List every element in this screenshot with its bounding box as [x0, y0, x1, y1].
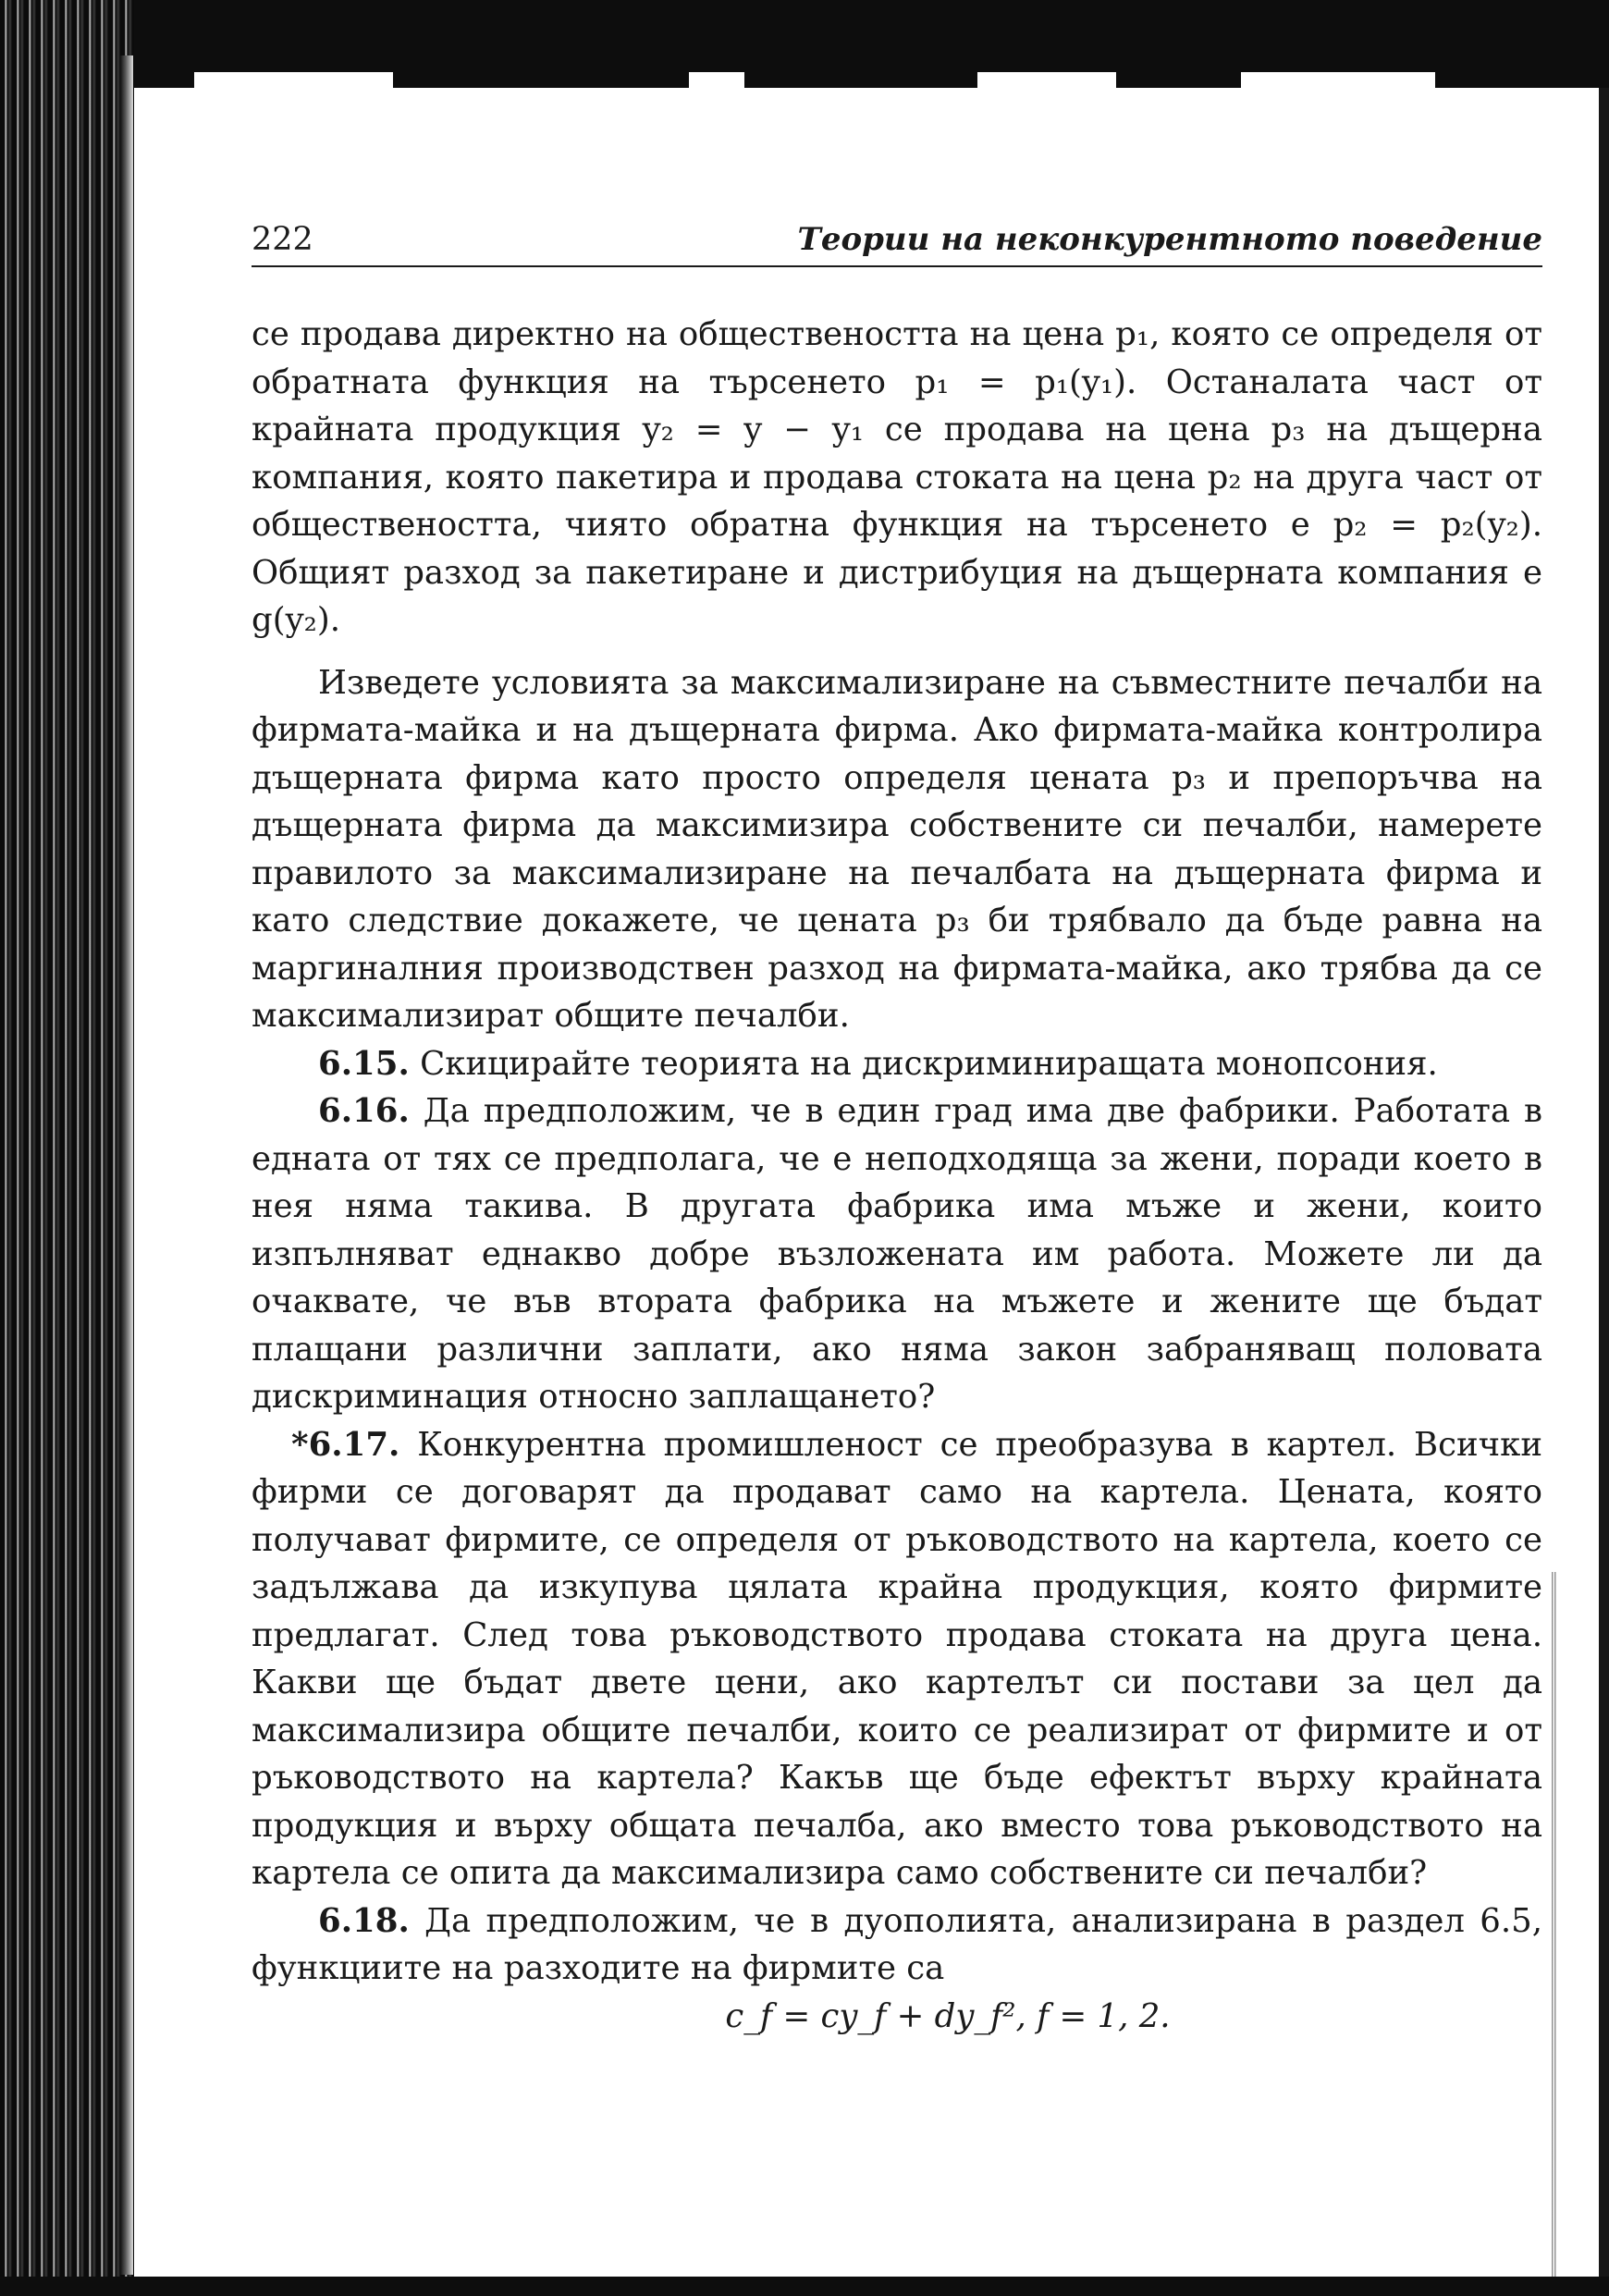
paragraph: се продава директно на обществеността на цена p₁, която се определя от обратната функция на търсенето p₁ = p₁(y₁). Останалата част от крайната продукция y₂ = y − y₁ се продава на цена p₃ на дъщерна компания, която пакетира и продава стоката на цена p₂ на друга част от обществеността, чиято обратна функция на търсенето е p₂ = p₂(y₂). Общият разход за пакетиране и дистрибуция на дъщерната компания е g(y₂). — [252, 315, 1542, 639]
exercise-number: 6.16. — [318, 1092, 410, 1130]
scan-border-top — [0, 0, 1609, 88]
exercise-6-15 — [252, 1040, 1542, 1088]
scan-page-edge — [120, 55, 133, 2275]
exercise-6-16 — [252, 1087, 1542, 1421]
scan-edge-lines — [1552, 1572, 1557, 2277]
page-number: 222 — [252, 221, 313, 258]
exercise-number: 6.15. — [318, 1044, 410, 1083]
exercise-text: Да предположим, че в един град има две фабрики. Работата в едната от тях се предполага, че е неподходяща за жени, поради което в нея няма такива. В другата фабрика има мъже и жени, които изпълняват еднакво добре възложената им работа. Можете ли да очаквате, че във втората фабрика на мъжете и жените ще бъдат плащани различни заплати, ако няма закон забраняващ половата дискриминация относно заплащането? — [252, 1092, 1542, 1416]
cost-function-formula: c_f = cy_f + dy_f², f = 1, 2. — [725, 1996, 1171, 2035]
scan-notch — [194, 72, 393, 91]
scan-border-bottom — [0, 2277, 1609, 2296]
scan-notch — [689, 72, 744, 91]
exercise-6-18 — [252, 1897, 1542, 1993]
page-body — [252, 311, 1542, 2040]
exercise-text: Конкурентна промишленост се преобразува в картел. Всички фирми се договарят да продават само на картела. Цената, която получават фирмите, се определя от ръководството на картела, което се задължава да изкупува цялата крайна продукция, която фирмите предлагат. След това ръководството продава стоката на друга цена. Какви ще бъдат двете цени, ако картелът си постави за цел да максимализира общите печалби, които се реализират от фирмите и от ръководството на картела? Какъв ще бъде ефектът върху крайната продукция и върху общата печалба, ако вместо това ръководството на картела се опита да максимализира само собствените си печалби? — [252, 1425, 1542, 1892]
running-head — [252, 217, 1542, 267]
exercise-6-17 — [252, 1421, 1542, 1897]
scan-border-right — [1599, 88, 1609, 2277]
chapter-title: Теории на неконкурентното поведение — [797, 221, 1542, 258]
scan-notch — [977, 72, 1116, 91]
exercise-text: Скицирайте теорията на дискриминиращата монопсония. — [420, 1044, 1438, 1083]
exercise-number: *6.17. — [291, 1425, 400, 1464]
scan-border-left — [0, 0, 134, 2296]
paragraph: Изведете условията за максимализиране на съвместните печалби на фирмата-майка и на дъщерната фирма. Ако фирмата-майка контролира дъщерната фирма като просто определя цената p₃ и препоръчва на дъщерната фирма да максимизира собствените си печалби, намерете правилото за максимализиране на печалбата на дъщерната фирма и като следствие докажете, че цената p₃ би трябвало да бъде равна на маргиналния производствен разход на фирмата-майка, ако трябва да се максимализират общите печалби. — [252, 663, 1542, 1035]
exercise-number: 6.18. — [318, 1901, 410, 1940]
exercise-text: Да предположим, че в дуополията, анализирана в раздел 6.5, функциите на разходите на фирмите са — [252, 1901, 1542, 1987]
scan-notch — [1241, 72, 1435, 91]
